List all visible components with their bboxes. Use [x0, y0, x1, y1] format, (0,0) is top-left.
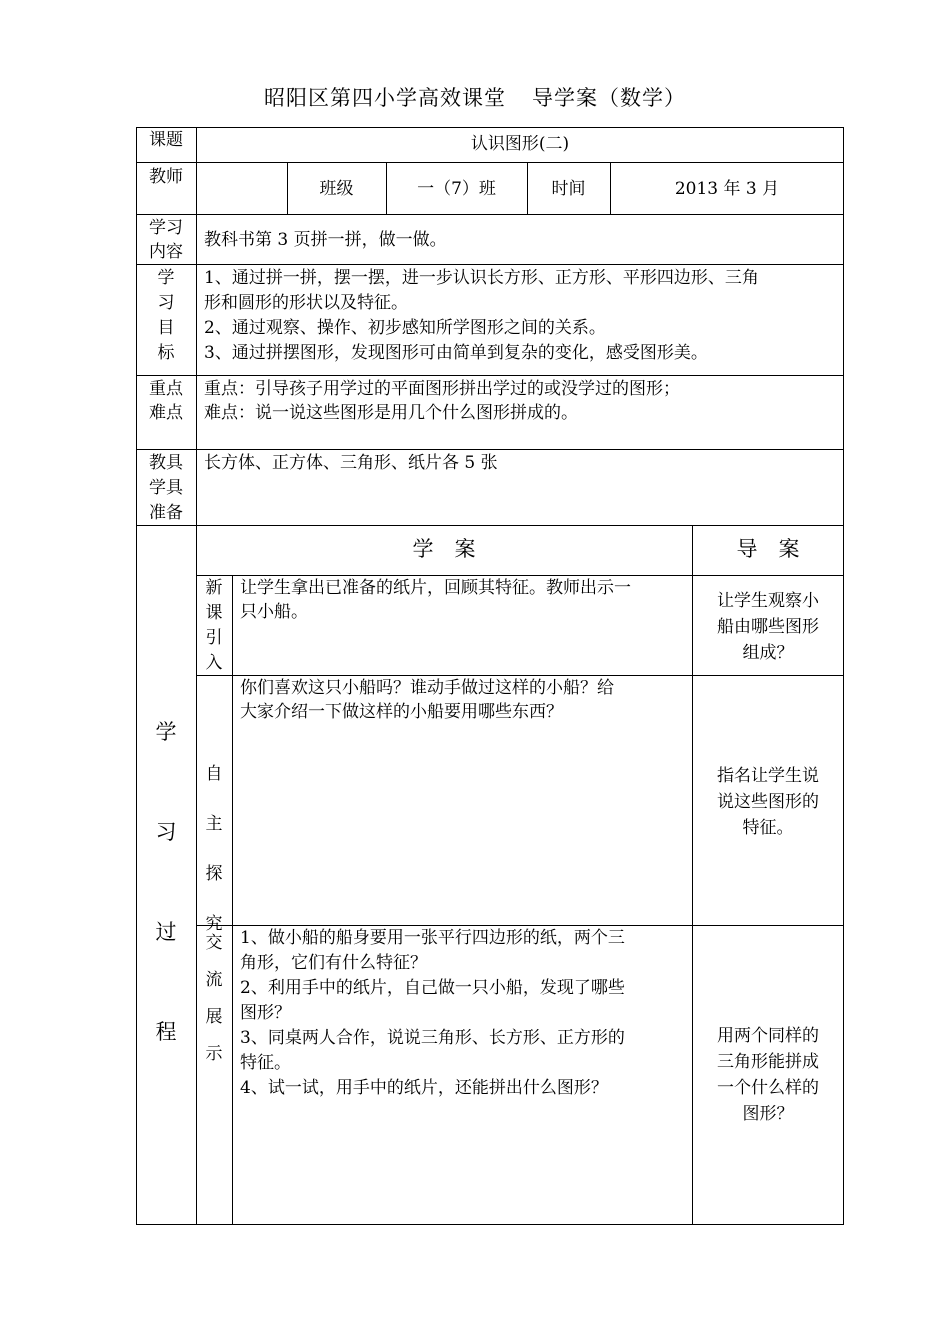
stage-intro-teacher: 让学生观察小 船由哪些图形 组成？	[717, 591, 819, 663]
page-title	[0, 82, 950, 112]
tools-label: 教具 学具 准备	[149, 453, 183, 523]
time-label: 时间	[551, 179, 586, 199]
stage-intro-label: 新 课 引 入	[205, 578, 223, 673]
time-value: 2013 年 3 月	[674, 179, 780, 199]
student-plan-header: 学 案	[412, 537, 476, 561]
class-label: 班级	[319, 179, 354, 199]
goals-label: 学 习 目 标	[157, 268, 175, 363]
content-label: 学习 内容	[149, 218, 183, 262]
school-name: 昭阳区第四小学高效课堂	[264, 86, 506, 110]
doc-type: 导学案（数学）	[532, 86, 686, 110]
lesson-plan-table	[136, 127, 844, 1225]
stage-share-student: 1、做小船的船身要用一张平行四边形的纸，两个三 角形，它们有什么特征？ 2、利用手中的纸片，自己做一只小船，发现了哪些 图形？ 3、同桌两人合作，说说三角形、长方形、正方形的 特征。 4、试一试，用手中的纸片，还能拼出什么图形？	[240, 928, 625, 1098]
process-label: 学 习 过 程	[155, 720, 177, 1044]
goals-text: 1、通过拼一拼，摆一摆，进一步认识长方形、正方形、平形四边形、三角 形和圆形的形状以及特征。 2、通过观察、操作、初步感知所学图形之间的关系。 3、通过拼摆图形，发现图形可由简单到复杂的变化，感受图形美。	[204, 268, 759, 363]
stage-explore-student: 你们喜欢这只小船吗？谁动手做过这样的小船？给 大家介绍一下做这样的小船要用哪些东西？	[240, 678, 614, 722]
stage-intro-student: 让学生拿出已准备的纸片，回顾其特征。教师出示一 只小船。	[240, 578, 631, 622]
stage-explore-label: 自 主 探 究	[205, 764, 223, 934]
teacher-plan-header: 导 案	[736, 537, 800, 561]
class-value: 一（7）班	[417, 179, 496, 199]
stage-explore-teacher: 指名让学生说 说这些图形的 特征。	[717, 766, 819, 838]
key-points-label: 重点 难点	[149, 379, 183, 423]
topic-value: 认识图形(二)	[470, 134, 570, 154]
content-value: 教科书第 3 页拼一拼，做一做。	[204, 230, 447, 250]
tools-text: 长方体、正方体、三角形、纸片各 5 张	[204, 453, 498, 473]
teacher-label: 教师	[149, 167, 183, 187]
stage-share-teacher: 用两个同样的 三角形能拼成 一个什么样的 图形？	[717, 1026, 819, 1124]
stage-share-label: 交 流 展 示	[205, 933, 223, 1064]
key-points-text: 重点：引导孩子用学过的平面图形拼出学过的或没学过的图形； 难点：说一说这些图形是用几个什么图形拼成的。	[204, 379, 680, 423]
topic-label: 课题	[149, 130, 183, 150]
